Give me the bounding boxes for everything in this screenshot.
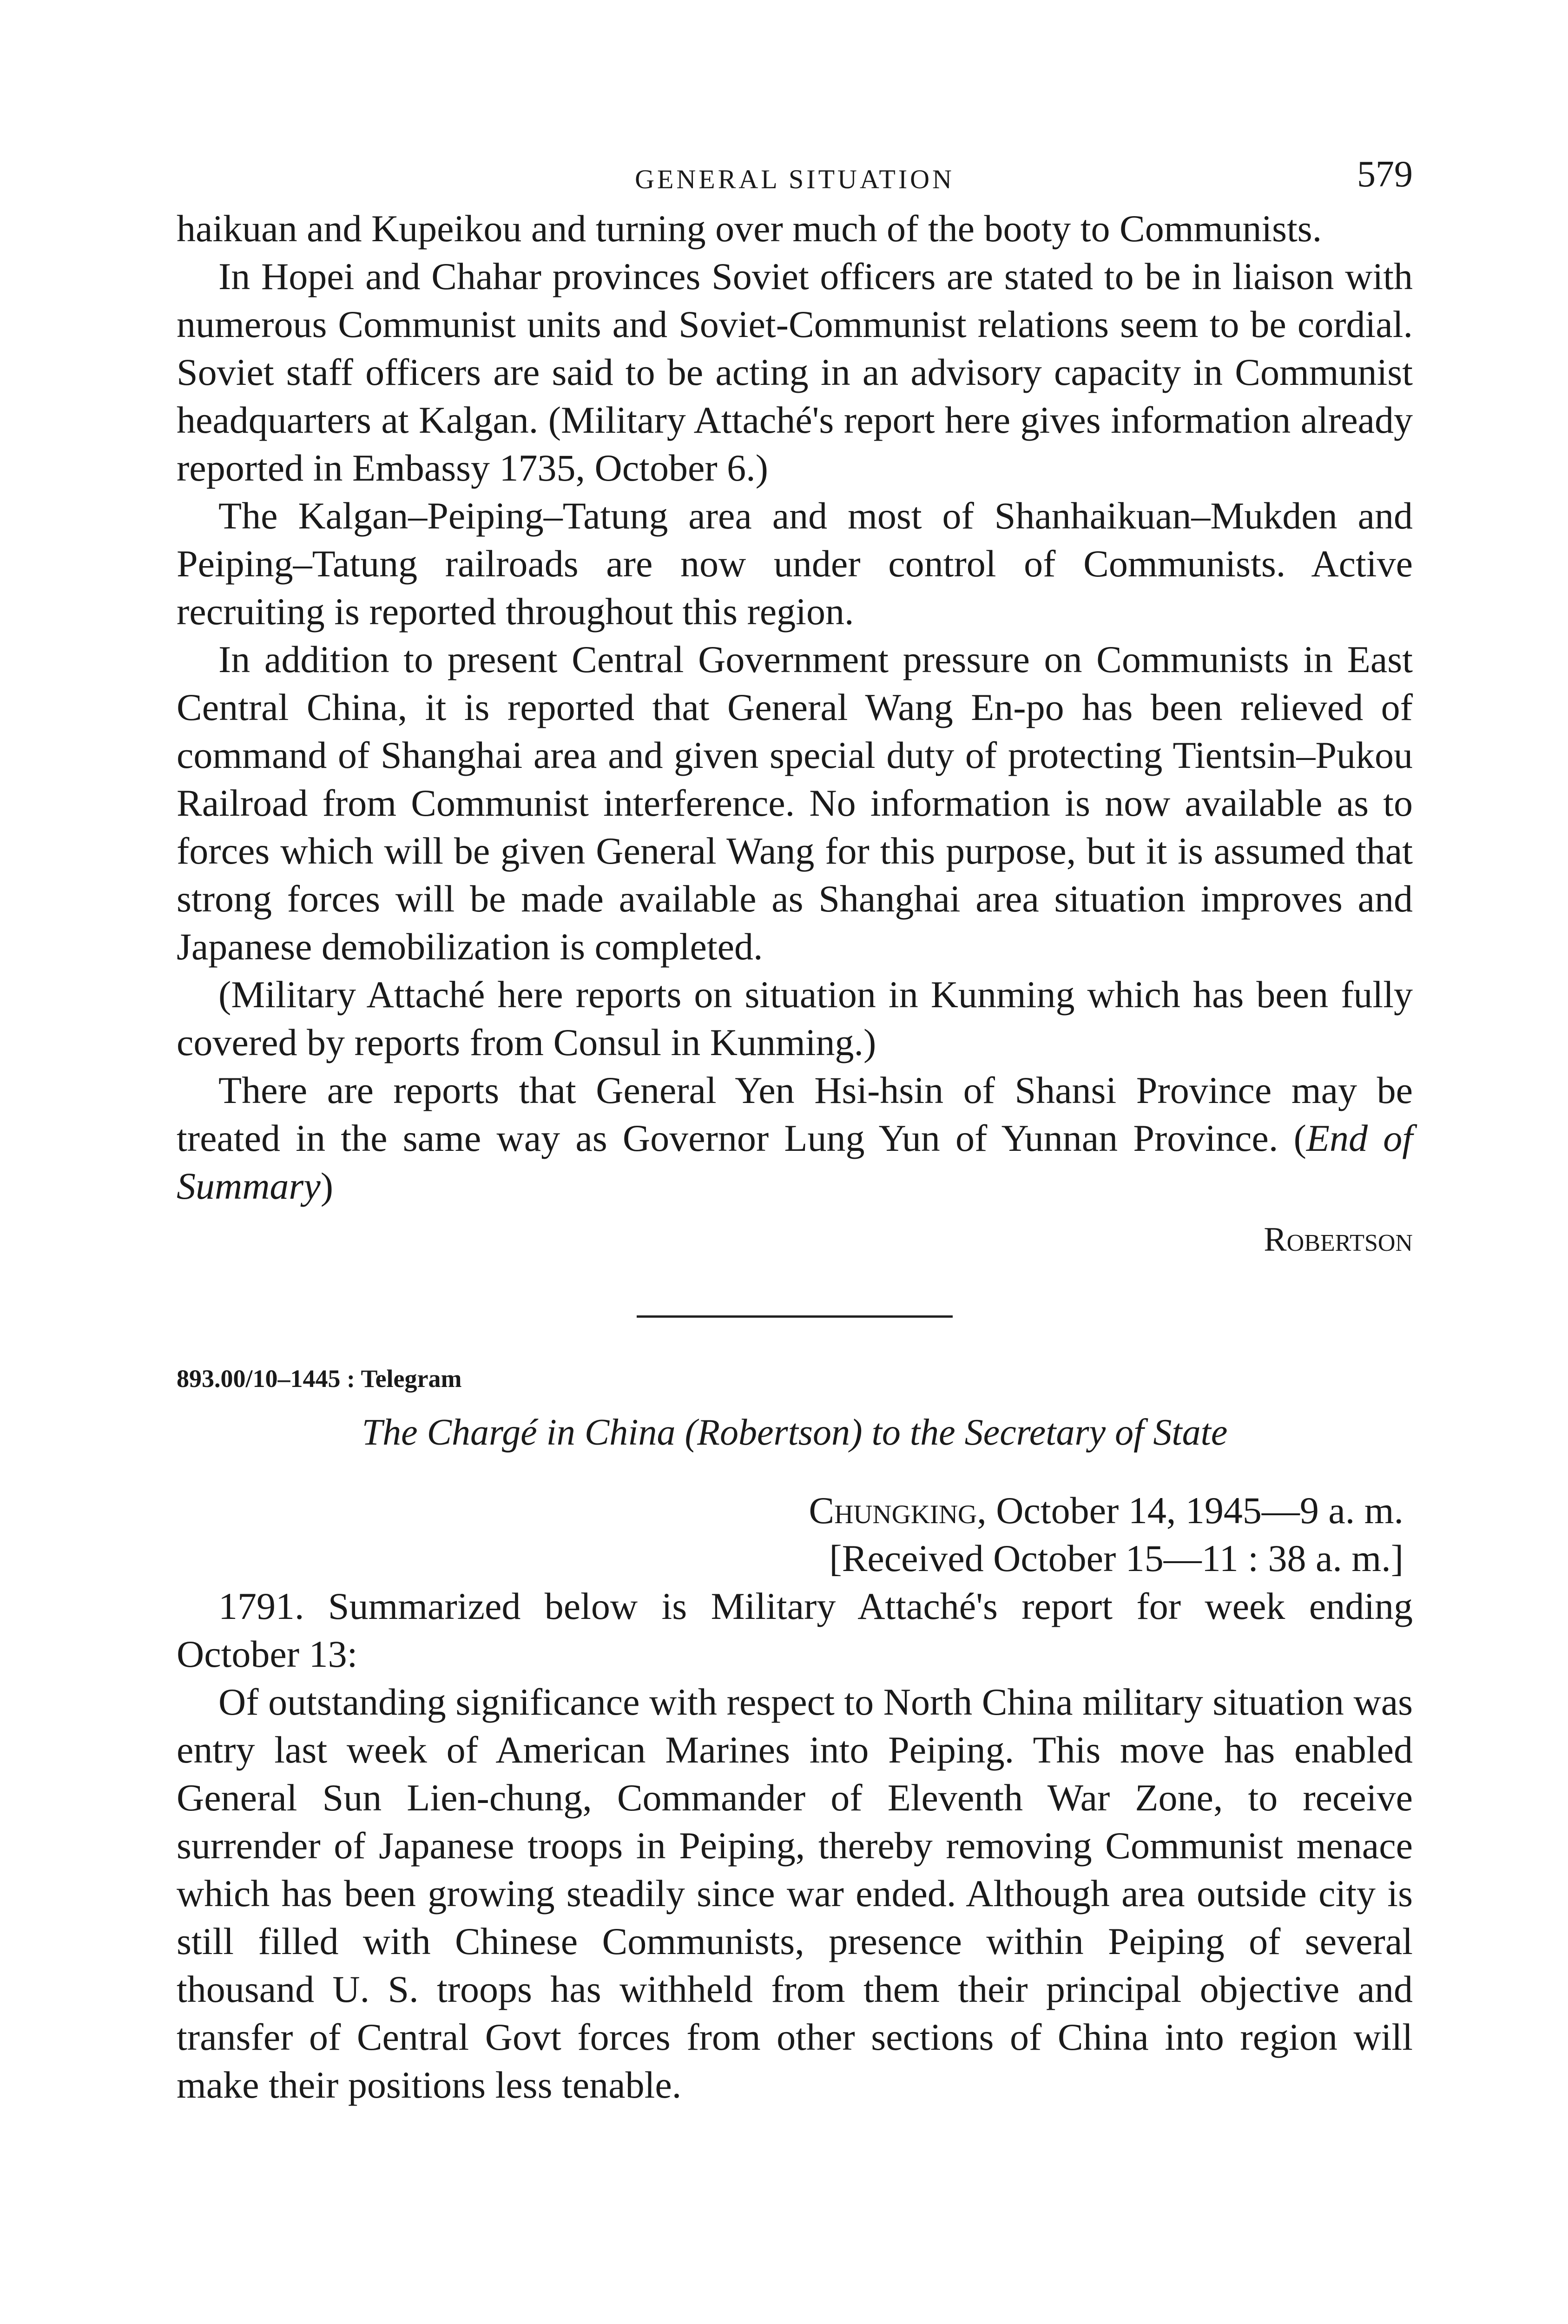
dateline-date: October 14, 1945—9 a. m. bbox=[986, 1489, 1403, 1532]
section-divider bbox=[637, 1315, 953, 1318]
page-number: 579 bbox=[1357, 154, 1413, 195]
paragraph-text: There are reports that General Yen Hsi-hsin of Shansi Province may be treated in the same way as Governor Lung Yun of Yunnan Province. ( bbox=[177, 1069, 1413, 1159]
paragraph-central-government: In addition to present Central Government pressure on Communists in East Central China, it is reported that General Wang En-po has been relieved of command of Shanghai area and given special duty of protecting Tientsin–Pukou Railroad from Communist interference. No information is now available as to forces which will be given General Wang for this purpose, but it is assumed that strong forces will be made available as Shanghai area situation improves and Japanese demobilization is completed. bbox=[177, 638, 1413, 968]
paragraph-marines-peiping: Of outstanding significance with respect to North China military situation was entry last week of American Marines into Peiping. This move has enabled General Sun Lien-chung, Commander of Eleventh War Zone, to receive surrender of Japanese troops in Peiping, thereby removing Communist menace which has been growing steadily since war ended. Although area outside city is still filled with Chinese Communists, presence within Peiping of several thousand U. S. troops has withheld from them their principal objective and transfer of Central Govt forces from other sections of China into region will make their positions less tenable. bbox=[177, 1681, 1413, 2106]
paragraph-telegram-intro: 1791. Summarized below is Military Attaché's report for week ending October 13: bbox=[177, 1585, 1413, 1675]
document-page bbox=[177, 153, 1413, 2109]
dateline bbox=[177, 1486, 1413, 1582]
running-head bbox=[177, 153, 1413, 205]
signature: Robertson bbox=[1264, 1221, 1413, 1259]
document-title: The Chargé in China (Robertson) to the Secretary of State bbox=[362, 1412, 1228, 1453]
paragraph-yen-hsi-hsin bbox=[177, 1066, 1413, 1210]
dateline-place: Chungking, bbox=[809, 1489, 987, 1532]
section-summary-continued bbox=[177, 205, 1413, 1210]
end-of-summary: End of Summary bbox=[177, 1117, 1413, 1207]
paragraph-soviet-liaison: In Hopei and Chahar provinces Soviet officers are stated to be in liaison with numerous Communist units and Soviet-Communist relations seem to be cordial. Soviet staff officers are said to be acting in an advisory capacity in Communist headquarters at Kalgan. (Military Attaché's report here gives information already reported in Embassy 1735, October 6.) bbox=[177, 255, 1413, 489]
running-title: GENERAL SITUATION bbox=[635, 164, 955, 194]
paragraph-railroads: The Kalgan–Peiping–Tatung area and most of Shanhaikuan–Mukden and Peiping–Tatung railroads are now under control of Communists. Active recruiting is reported throughout this region. bbox=[177, 495, 1413, 633]
section-telegram-body bbox=[177, 1582, 1413, 2109]
dateline-sent bbox=[177, 1486, 1403, 1534]
paragraph-close: ) bbox=[320, 1165, 334, 1207]
dateline-received: [Received October 15—11 : 38 a. m.] bbox=[829, 1537, 1403, 1579]
paragraph-kunming: (Military Attaché here reports on situation in Kunming which has been fully covered by reports from Consul in Kunming.) bbox=[177, 973, 1413, 1063]
paragraph-continued: haikuan and Kupeikou and turning over much of the booty to Communists. bbox=[177, 207, 1322, 250]
file-reference: 893.00/10–1445 : Telegram bbox=[177, 1365, 462, 1393]
